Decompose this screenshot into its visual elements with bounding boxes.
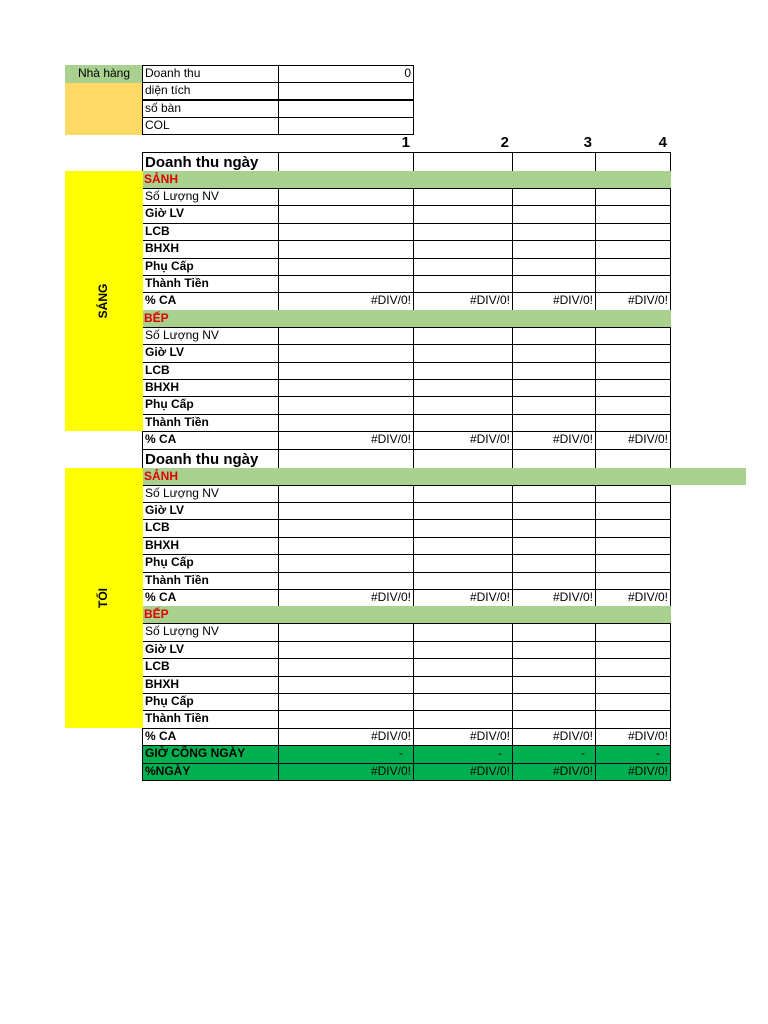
data-cell[interactable] [595, 485, 671, 503]
row-label[interactable]: Giờ LV [142, 344, 279, 362]
data-cell[interactable] [413, 240, 513, 258]
revenue-day-cell[interactable] [512, 152, 596, 172]
data-cell[interactable] [413, 379, 513, 397]
total-row-label: GIỜ CÔNG NGÀY [142, 745, 279, 763]
data-cell[interactable] [595, 379, 671, 397]
row-label[interactable]: BHXH [142, 676, 279, 694]
pct-ca-value: #DIV/0! [413, 728, 513, 746]
pct-ca-value: #DIV/0! [512, 431, 596, 449]
data-cell[interactable] [278, 502, 414, 520]
data-cell[interactable] [595, 188, 671, 206]
pct-ca-value: #DIV/0! [278, 431, 414, 449]
data-cell[interactable] [278, 485, 414, 503]
data-cell[interactable] [595, 344, 671, 362]
pct-ca-value: #DIV/0! [595, 431, 671, 449]
pct-ca-value: #DIV/0! [512, 589, 596, 607]
row-label[interactable]: Giờ LV [142, 205, 279, 223]
data-cell[interactable] [278, 275, 414, 293]
row-label[interactable]: Số Lượng NV [142, 188, 279, 206]
data-cell[interactable] [278, 554, 414, 572]
row-label[interactable]: LCB [142, 223, 279, 241]
data-cell[interactable] [278, 519, 414, 537]
pct-ca-value: #DIV/0! [595, 728, 671, 746]
pct-ca-label: % CA [142, 431, 279, 449]
row-label[interactable]: Phụ Cấp [142, 258, 279, 276]
column-header-1: 1 [401, 134, 410, 151]
total-row-value: - [413, 745, 513, 763]
data-cell[interactable] [278, 537, 414, 555]
data-cell[interactable] [278, 572, 414, 590]
data-cell[interactable] [278, 258, 414, 276]
data-cell[interactable] [595, 258, 671, 276]
data-cell[interactable] [595, 362, 671, 380]
data-cell[interactable] [512, 676, 596, 694]
section-header: BẾP [144, 310, 169, 325]
data-cell[interactable] [278, 188, 414, 206]
data-cell[interactable] [512, 623, 596, 641]
column-header-2: 2 [500, 134, 509, 151]
data-cell[interactable] [413, 223, 513, 241]
data-cell[interactable] [413, 641, 513, 659]
data-cell[interactable] [595, 240, 671, 258]
data-cell[interactable] [278, 414, 414, 432]
data-cell[interactable] [413, 188, 513, 206]
info-row-label[interactable]: Doanh thu [142, 65, 279, 83]
pct-ca-value: #DIV/0! [278, 728, 414, 746]
info-row-label[interactable]: số bàn [142, 100, 279, 118]
section-header: SẢNH [144, 468, 179, 483]
row-label[interactable]: Phụ Cấp [142, 693, 279, 711]
total-row-value: #DIV/0! [413, 763, 513, 781]
row-label[interactable]: Số Lượng NV [142, 485, 279, 503]
data-cell[interactable] [512, 327, 596, 345]
pct-ca-value: #DIV/0! [512, 292, 596, 310]
pct-ca-value: #DIV/0! [512, 728, 596, 746]
data-cell[interactable] [595, 693, 671, 711]
data-cell[interactable] [512, 502, 596, 520]
data-cell[interactable] [278, 658, 414, 676]
pct-ca-value: #DIV/0! [413, 589, 513, 607]
data-cell[interactable] [278, 396, 414, 414]
data-cell[interactable] [413, 676, 513, 694]
data-cell[interactable] [595, 414, 671, 432]
data-cell[interactable] [413, 519, 513, 537]
data-cell[interactable] [278, 344, 414, 362]
row-label[interactable]: Số Lượng NV [142, 623, 279, 641]
data-cell[interactable] [512, 537, 596, 555]
total-row-value: #DIV/0! [512, 763, 596, 781]
data-cell[interactable] [413, 362, 513, 380]
data-cell[interactable] [595, 223, 671, 241]
data-cell[interactable] [595, 623, 671, 641]
data-cell[interactable] [413, 396, 513, 414]
data-cell[interactable] [413, 275, 513, 293]
pct-ca-label: % CA [142, 728, 279, 746]
row-label[interactable]: Thành Tiền [142, 275, 279, 293]
data-cell[interactable] [512, 658, 596, 676]
row-label[interactable]: Thành Tiền [142, 572, 279, 590]
pct-ca-value: #DIV/0! [278, 292, 414, 310]
data-cell[interactable] [278, 379, 414, 397]
data-cell[interactable] [512, 554, 596, 572]
info-row-value[interactable] [278, 117, 414, 135]
pct-ca-value: #DIV/0! [595, 292, 671, 310]
row-label[interactable]: Giờ LV [142, 641, 279, 659]
data-cell[interactable] [413, 537, 513, 555]
info-row-label[interactable]: diện tích [142, 82, 279, 100]
data-cell[interactable] [413, 710, 513, 728]
revenue-day-cell[interactable] [595, 152, 671, 172]
pct-ca-value: #DIV/0! [413, 292, 513, 310]
data-cell[interactable] [512, 693, 596, 711]
column-header-3: 3 [583, 134, 592, 151]
data-cell[interactable] [512, 362, 596, 380]
revenue-day-cell[interactable] [413, 152, 513, 172]
info-row-value[interactable]: 0 [278, 65, 414, 83]
data-cell[interactable] [512, 710, 596, 728]
pct-ca-value: #DIV/0! [413, 431, 513, 449]
revenue-day-cell[interactable] [595, 449, 671, 469]
revenue-day-label[interactable]: Doanh thu ngày [142, 152, 279, 172]
revenue-day-label[interactable]: Doanh thu ngày [142, 449, 279, 469]
data-cell[interactable] [278, 362, 414, 380]
restaurant-label-fill [65, 83, 143, 135]
row-label[interactable]: BHXH [142, 537, 279, 555]
data-cell[interactable] [512, 519, 596, 537]
info-row-label[interactable]: COL [142, 117, 279, 135]
row-label[interactable]: BHXH [142, 240, 279, 258]
data-cell[interactable] [278, 641, 414, 659]
total-row-value: #DIV/0! [595, 763, 671, 781]
pct-ca-value: #DIV/0! [595, 589, 671, 607]
section-header: BẾP [144, 607, 169, 622]
data-cell[interactable] [512, 223, 596, 241]
info-row-value[interactable] [278, 82, 414, 100]
data-cell[interactable] [512, 485, 596, 503]
row-label[interactable]: Thành Tiền [142, 414, 279, 432]
info-row-value[interactable] [278, 100, 414, 118]
total-row-value: - [595, 745, 671, 763]
data-cell[interactable] [595, 327, 671, 345]
data-cell[interactable] [512, 258, 596, 276]
data-cell[interactable] [512, 188, 596, 206]
data-cell[interactable] [413, 693, 513, 711]
row-label[interactable]: LCB [142, 519, 279, 537]
revenue-day-cell[interactable] [278, 152, 414, 172]
data-cell[interactable] [512, 379, 596, 397]
data-cell[interactable] [512, 275, 596, 293]
section-header: SẢNH [144, 172, 179, 186]
row-label[interactable]: Thành Tiền [142, 710, 279, 728]
total-row-label: %NGÀY [142, 763, 279, 781]
revenue-day-cell[interactable] [278, 449, 414, 469]
data-cell[interactable] [413, 414, 513, 432]
data-cell[interactable] [278, 205, 414, 223]
data-cell[interactable] [413, 572, 513, 590]
data-cell[interactable] [413, 623, 513, 641]
pct-ca-value: #DIV/0! [278, 589, 414, 607]
data-cell[interactable] [413, 344, 513, 362]
pct-ca-label: % CA [142, 292, 279, 310]
revenue-day-cell[interactable] [512, 449, 596, 469]
data-cell[interactable] [413, 205, 513, 223]
data-cell[interactable] [413, 658, 513, 676]
total-row-value: #DIV/0! [278, 763, 414, 781]
data-cell[interactable] [595, 537, 671, 555]
data-cell[interactable] [512, 344, 596, 362]
data-cell[interactable] [595, 554, 671, 572]
data-cell[interactable] [595, 205, 671, 223]
data-cell[interactable] [278, 693, 414, 711]
data-cell[interactable] [595, 710, 671, 728]
data-cell[interactable] [595, 641, 671, 659]
data-cell[interactable] [595, 502, 671, 520]
data-cell[interactable] [595, 396, 671, 414]
data-cell[interactable] [413, 485, 513, 503]
row-label[interactable]: LCB [142, 658, 279, 676]
data-cell[interactable] [278, 327, 414, 345]
shift-label-morning: SÁNG [96, 283, 110, 319]
row-label[interactable]: BHXH [142, 379, 279, 397]
data-cell[interactable] [595, 658, 671, 676]
data-cell[interactable] [278, 240, 414, 258]
column-header-4: 4 [658, 134, 667, 151]
restaurant-label: Nhà hàng [77, 66, 131, 80]
data-cell[interactable] [278, 710, 414, 728]
data-cell[interactable] [278, 623, 414, 641]
row-label[interactable]: LCB [142, 362, 279, 380]
data-cell[interactable] [512, 414, 596, 432]
data-cell[interactable] [278, 676, 414, 694]
data-cell[interactable] [512, 240, 596, 258]
total-row-value: - [512, 745, 596, 763]
shift-label-evening: TỐI [96, 587, 110, 608]
data-cell[interactable] [413, 258, 513, 276]
data-cell[interactable] [512, 396, 596, 414]
data-cell[interactable] [278, 223, 414, 241]
revenue-day-cell[interactable] [413, 449, 513, 469]
data-cell[interactable] [413, 554, 513, 572]
row-label[interactable]: Phụ Cấp [142, 554, 279, 572]
row-label[interactable]: Số Lượng NV [142, 327, 279, 345]
data-cell[interactable] [512, 572, 596, 590]
total-row-value: - [278, 745, 414, 763]
row-label[interactable]: Phụ Cấp [142, 396, 279, 414]
row-label[interactable]: Giờ LV [142, 502, 279, 520]
data-cell[interactable] [413, 327, 513, 345]
data-cell[interactable] [595, 275, 671, 293]
data-cell[interactable] [512, 641, 596, 659]
data-cell[interactable] [595, 676, 671, 694]
data-cell[interactable] [512, 205, 596, 223]
pct-ca-label: % CA [142, 589, 279, 607]
data-cell[interactable] [413, 502, 513, 520]
data-cell[interactable] [595, 519, 671, 537]
data-cell[interactable] [595, 572, 671, 590]
